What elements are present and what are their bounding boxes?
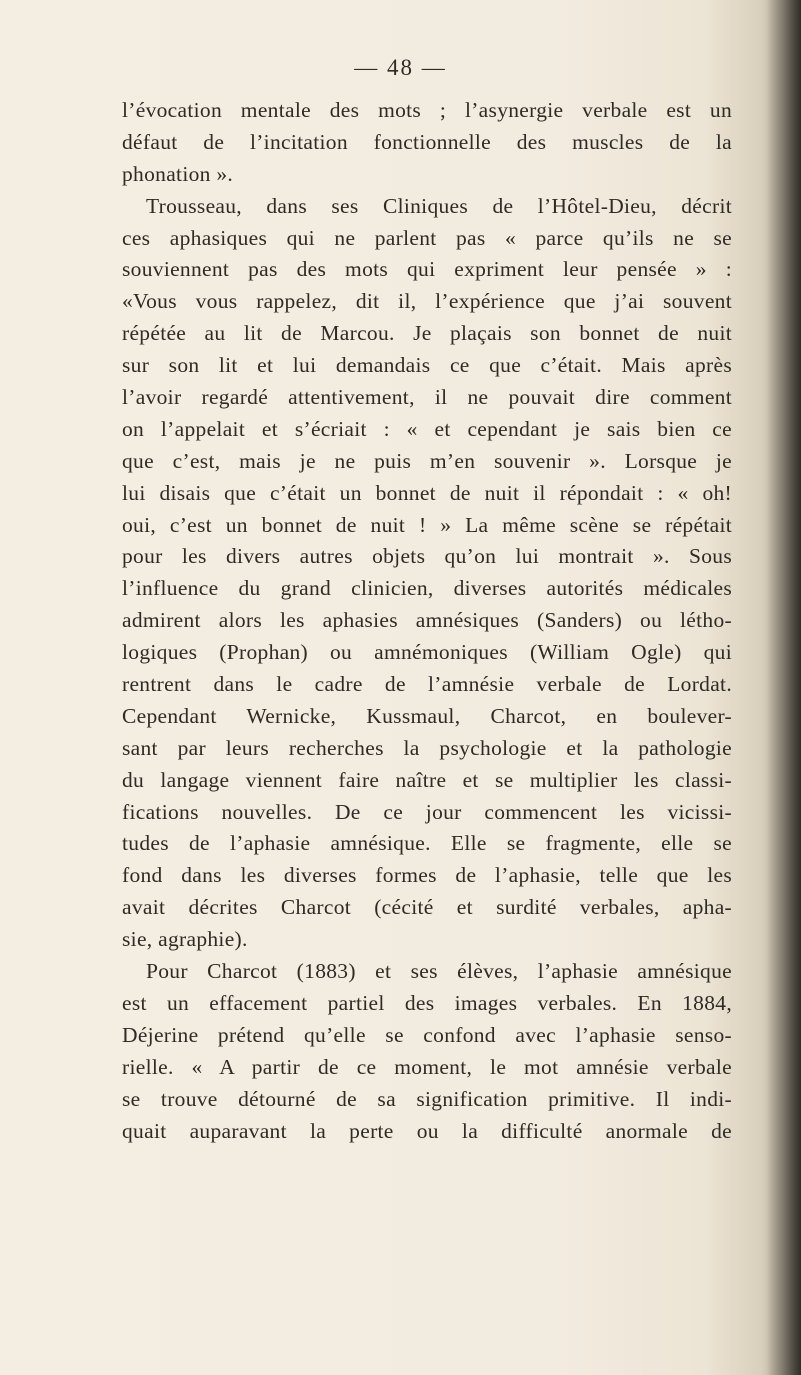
text-line: quait auparavant la perte ou la difficulté anormale de [122,1118,732,1143]
text-line: Cependant Wernicke, Kussmaul, Charcot, en boulever- [122,703,732,728]
text-line: rentrent dans le cadre de l’amnésie verbale de Lordat. [122,672,732,697]
text-line: phonation ». [122,161,234,186]
text-line: l’avoir regardé attentivement, il ne pouvait dire comment [122,385,732,410]
text-line: est un effacement partiel des images verbales. En 1884, [122,990,732,1015]
text-line: l’évocation mentale des mots ; l’asynergie verbale est un [122,98,732,122]
body-text [122,95,732,1147]
text-line: ces aphasiques qui ne parlent pas « parce qu’ils ne se [122,225,732,250]
text-line: Déjerine prétend qu’elle se confond avec l’aphasie senso- [122,1022,732,1047]
text-line: Trousseau, dans ses Cliniques de l’Hôtel-Dieu, décrit [146,193,732,218]
text-line: lui disais que c’était un bonnet de nuit il répondait : « oh! [122,480,732,505]
text-line: logiques (Prophan) ou amnémoniques (William Ogle) qui [122,640,732,665]
text-line: se trouve détourné de sa signification primitive. Il indi- [122,1086,732,1111]
text-line: sie, agraphie). [122,927,248,952]
text-line: défaut de l’incitation fonctionnelle des muscles de la [122,129,732,154]
text-line: «Vous vous rappelez, dit il, l’expérience que j’ai souvent [122,289,732,314]
text-line: l’influence du grand clinicien, diverses autorités médicales [122,576,732,601]
page-number: — 48 — [354,55,447,80]
text-line: fond dans les diverses formes de l’aphasie, telle que les [122,863,732,888]
page-edge-shadow [767,0,801,1375]
text-line: avait décrites Charcot (cécité et surdité verbales, apha- [122,895,732,920]
text-line: tudes de l’aphasie amnésique. Elle se fragmente, elle se [122,831,732,856]
text-line: sur son lit et lui demandais ce que c’était. Mais après [122,353,732,378]
text-line: répétée au lit de Marcou. Je plaçais son bonnet de nuit [122,321,732,346]
text-line: rielle. « A partir de ce moment, le mot amnésie verbale [122,1054,732,1079]
text-line: on l’appelait et s’écriait : « et cependant je sais bien ce [122,416,732,441]
text-line: pour les divers autres objets qu’on lui montrait ». Sous [122,544,732,569]
text-line: oui, c’est un bonnet de nuit ! » La même scène se répétait [122,512,732,537]
text-line: admirent alors les aphasies amnésiques (Sanders) ou létho- [122,608,732,633]
text-line: souviennent pas des mots qui expriment leur pensée » : [122,257,732,282]
text-line: que c’est, mais je ne puis m’en souvenir ». Lorsque je [122,448,732,473]
text-line: Pour Charcot (1883) et ses élèves, l’aphasie amnésique [146,959,732,984]
text-line: fications nouvelles. De ce jour commencent les vicissi- [122,799,732,824]
text-line: sant par leurs recherches la psychologie et la pathologie [122,735,732,760]
text-line: du langage viennent faire naître et se multiplier les classi- [122,767,732,792]
